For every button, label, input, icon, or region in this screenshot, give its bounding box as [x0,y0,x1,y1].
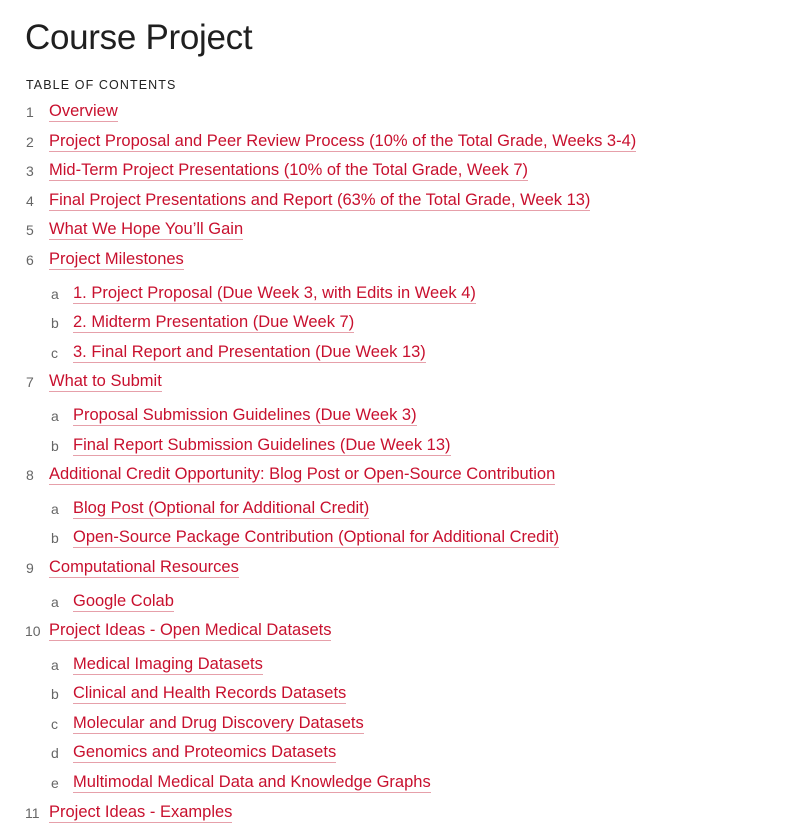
toc-item-number: 5 [26,222,34,238]
toc-link-final-report-guidelines[interactable]: Final Report Submission Guidelines (Due Week 13) [73,436,451,454]
toc-link-project-proposal-due[interactable]: 1. Project Proposal (Due Week 3, with Edits in Week 4) [73,284,476,302]
toc-item-number: 8 [26,467,34,483]
toc-link-overview[interactable]: Overview [49,102,118,120]
toc-heading: TABLE OF CONTENTS [26,78,177,92]
toc-link-open-source[interactable]: Open-Source Package Contribution (Optional for Additional Credit) [73,528,560,546]
toc-link-project-examples[interactable]: Project Ideas - Examples [49,803,233,821]
toc-link-multimodal[interactable]: Multimodal Medical Data and Knowledge Graphs [73,773,431,791]
toc-item-letter: a [51,657,59,673]
toc-link-blog-post[interactable]: Blog Post (Optional for Additional Credit) [73,499,370,517]
toc-item-letter: c [51,345,58,361]
toc-item-letter: a [51,408,59,424]
toc-link-midterm-presentations[interactable]: Mid-Term Project Presentations (10% of the Total Grade, Week 7) [49,161,529,179]
toc-item-letter: b [51,315,59,331]
toc-link-genomics[interactable]: Genomics and Proteomics Datasets [73,743,337,761]
toc-link-midterm-presentation-due[interactable]: 2. Midterm Presentation (Due Week 7) [73,313,355,331]
toc-item-number: 10 [25,623,41,639]
toc-link-molecular-drug[interactable]: Molecular and Drug Discovery Datasets [73,714,364,732]
toc-item-letter: d [51,745,59,761]
toc-item-letter: a [51,286,59,302]
toc-item-letter: b [51,530,59,546]
toc-item-number: 6 [26,252,34,268]
page-title: Course Project [25,18,253,57]
toc-link-medical-datasets[interactable]: Project Ideas - Open Medical Datasets [49,621,332,639]
toc-link-computational-resources[interactable]: Computational Resources [49,558,239,576]
toc-item-number: 7 [26,374,34,390]
toc-link-additional-credit[interactable]: Additional Credit Opportunity: Blog Post or Open-Source Contribution [49,465,556,483]
toc-item-letter: c [51,716,58,732]
toc-item-letter: a [51,501,59,517]
toc-link-project-proposal[interactable]: Project Proposal and Peer Review Process (10% of the Total Grade, Weeks 3-4) [49,132,637,150]
toc-link-final-presentations[interactable]: Final Project Presentations and Report (63% of the Total Grade, Week 13) [49,191,591,209]
toc-item-number: 9 [26,560,34,576]
toc-item-letter: e [51,775,59,791]
toc-link-what-we-hope[interactable]: What We Hope You’ll Gain [49,220,244,238]
toc-link-clinical-records[interactable]: Clinical and Health Records Datasets [73,684,347,702]
toc-link-proposal-guidelines[interactable]: Proposal Submission Guidelines (Due Week 3) [73,406,417,424]
toc-item-letter: b [51,686,59,702]
toc-link-final-report-due[interactable]: 3. Final Report and Presentation (Due Week 13) [73,343,426,361]
toc-link-what-to-submit[interactable]: What to Submit [49,372,162,390]
toc-link-project-milestones[interactable]: Project Milestones [49,250,184,268]
toc-link-medical-imaging[interactable]: Medical Imaging Datasets [73,655,263,673]
toc-item-number: 11 [25,805,40,821]
toc-item-number: 4 [26,193,34,209]
toc-item-number: 2 [26,134,34,150]
toc-item-letter: b [51,438,59,454]
toc-item-number: 1 [26,104,34,120]
toc-item-letter: a [51,594,59,610]
toc-item-number: 3 [26,163,34,179]
toc-link-google-colab[interactable]: Google Colab [73,592,174,610]
